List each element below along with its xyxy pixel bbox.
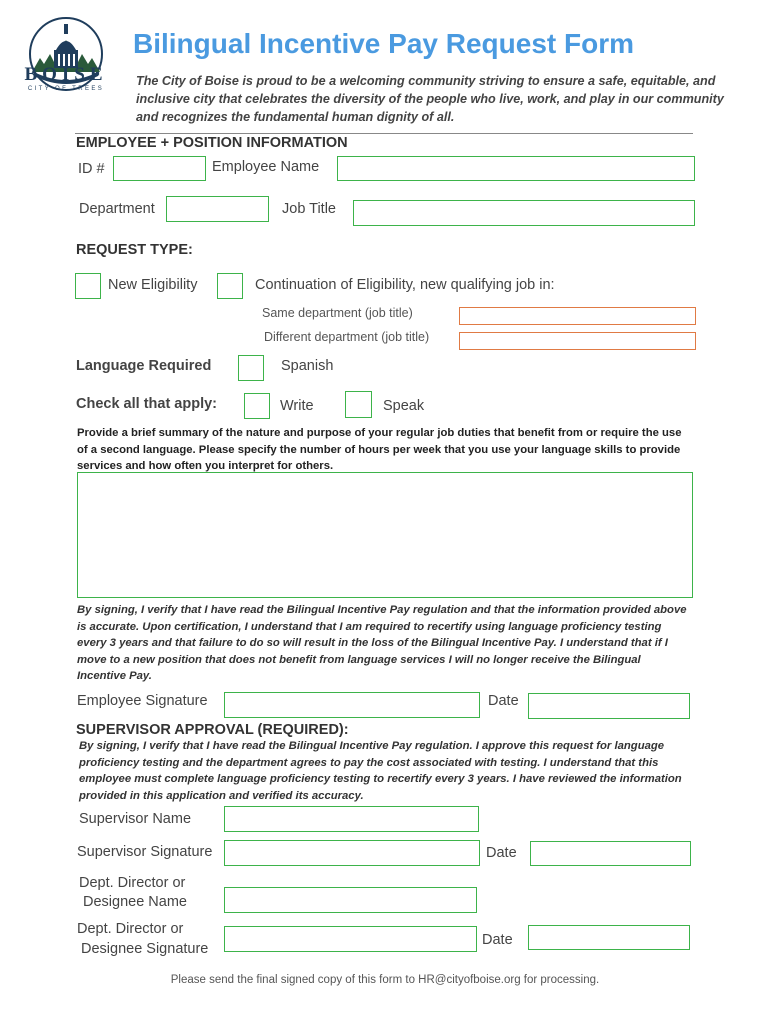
supervisor-signature-label: Supervisor Signature: [77, 844, 213, 860]
write-checkbox[interactable]: [244, 393, 270, 419]
director-signature-field[interactable]: [224, 926, 477, 952]
different-department-field[interactable]: [459, 332, 696, 350]
continuation-checkbox[interactable]: [217, 273, 243, 299]
logo-name: BOISE: [24, 64, 108, 85]
job-summary-textarea[interactable]: [77, 472, 693, 598]
section-divider: [75, 133, 693, 134]
summary-instructions: Provide a brief summary of the nature and purpose of your regular job duties that benefit from or require the use of a second language. Please specify the number of hours per week that you use your language skills to provide services and how often you interpret for others.: [77, 427, 682, 472]
employee-date-label: Date: [488, 693, 519, 709]
employee-date-field[interactable]: [528, 693, 690, 719]
director-signature-label-line1: Dept. Director or: [77, 921, 184, 937]
footer-instructions: Please send the final signed copy of this form to HR@cityofboise.org for processing.: [170, 974, 600, 986]
supervisor-approval-statement: By signing, I verify that I have read the Bilingual Incentive Pay regulation. I approve this request for language proficiency testing and the department agrees to pay the cost associated with testing. I understand that this employee must complete language proficiency testing to recertify every 3 years. I have reviewed the information provided in this application and verified its accuracy.: [79, 740, 682, 802]
employee-name-field[interactable]: [337, 156, 695, 181]
director-name-label-line2: Designee Name: [83, 894, 187, 910]
continuation-label: Continuation of Eligibility, new qualifying job in:: [255, 277, 555, 293]
director-signature-label-line2: Designee Signature: [81, 941, 209, 957]
id-field[interactable]: [113, 156, 206, 181]
employee-certification-statement: By signing, I verify that I have read the Bilingual Incentive Pay regulation and that the information provided above is accurate. Upon certification, I understand that I am required to recertify using language proficiency testing every 3 years and that failure to do so will result in the loss of the Bilingual Incentive Pay. I understand that if I move to a new position that does not benefit from language services I will no longer receive the Bilingual Incentive Pay.: [77, 604, 687, 682]
city-logo: [14, 10, 118, 106]
id-label: ID #: [78, 161, 105, 177]
director-date-field[interactable]: [528, 925, 690, 950]
supervisor-signature-field[interactable]: [224, 840, 480, 866]
logo-subtitle: CITY OF TREES: [27, 86, 105, 92]
supervisor-name-label: Supervisor Name: [79, 811, 192, 827]
same-department-label: Same department (job title): [262, 306, 413, 320]
department-label: Department: [79, 201, 155, 217]
employee-signature-label: Employee Signature: [77, 693, 208, 709]
director-date-label: Date: [482, 932, 513, 948]
spanish-checkbox[interactable]: [238, 355, 264, 381]
supervisor-date-field[interactable]: [530, 841, 691, 866]
language-required-label: Language Required: [76, 358, 212, 374]
employee-signature-field[interactable]: [224, 692, 480, 718]
request-type-title: REQUEST TYPE:: [76, 242, 193, 258]
department-field[interactable]: [166, 196, 269, 222]
supervisor-section-title: SUPERVISOR APPROVAL (REQUIRED):: [76, 722, 349, 738]
job-title-label: Job Title: [282, 201, 336, 217]
new-eligibility-label: New Eligibility: [108, 277, 198, 293]
supervisor-date-label: Date: [486, 845, 517, 861]
different-department-label: Different department (job title): [264, 330, 430, 344]
director-name-label-line1: Dept. Director or: [79, 875, 186, 891]
employee-section-title: EMPLOYEE + POSITION INFORMATION: [76, 135, 348, 151]
speak-label: Speak: [383, 398, 425, 414]
employee-name-label: Employee Name: [212, 159, 320, 175]
speak-checkbox[interactable]: [345, 391, 372, 418]
check-all-label: Check all that apply:: [76, 396, 218, 412]
write-label: Write: [280, 398, 314, 414]
director-name-field[interactable]: [224, 887, 477, 913]
supervisor-name-field[interactable]: [224, 806, 479, 832]
spanish-label: Spanish: [281, 358, 334, 374]
form-title: Bilingual Incentive Pay Request Form: [133, 28, 635, 59]
new-eligibility-checkbox[interactable]: [75, 273, 101, 299]
job-title-field[interactable]: [353, 200, 695, 226]
intro-statement: The City of Boise is proud to be a welcoming community striving to ensure a safe, equitable, and inclusive city that celebrates the diversity of the people who live, work, and play in our community and recognizes the fundamental human dignity of all.: [136, 74, 724, 124]
same-department-field[interactable]: [459, 307, 696, 325]
